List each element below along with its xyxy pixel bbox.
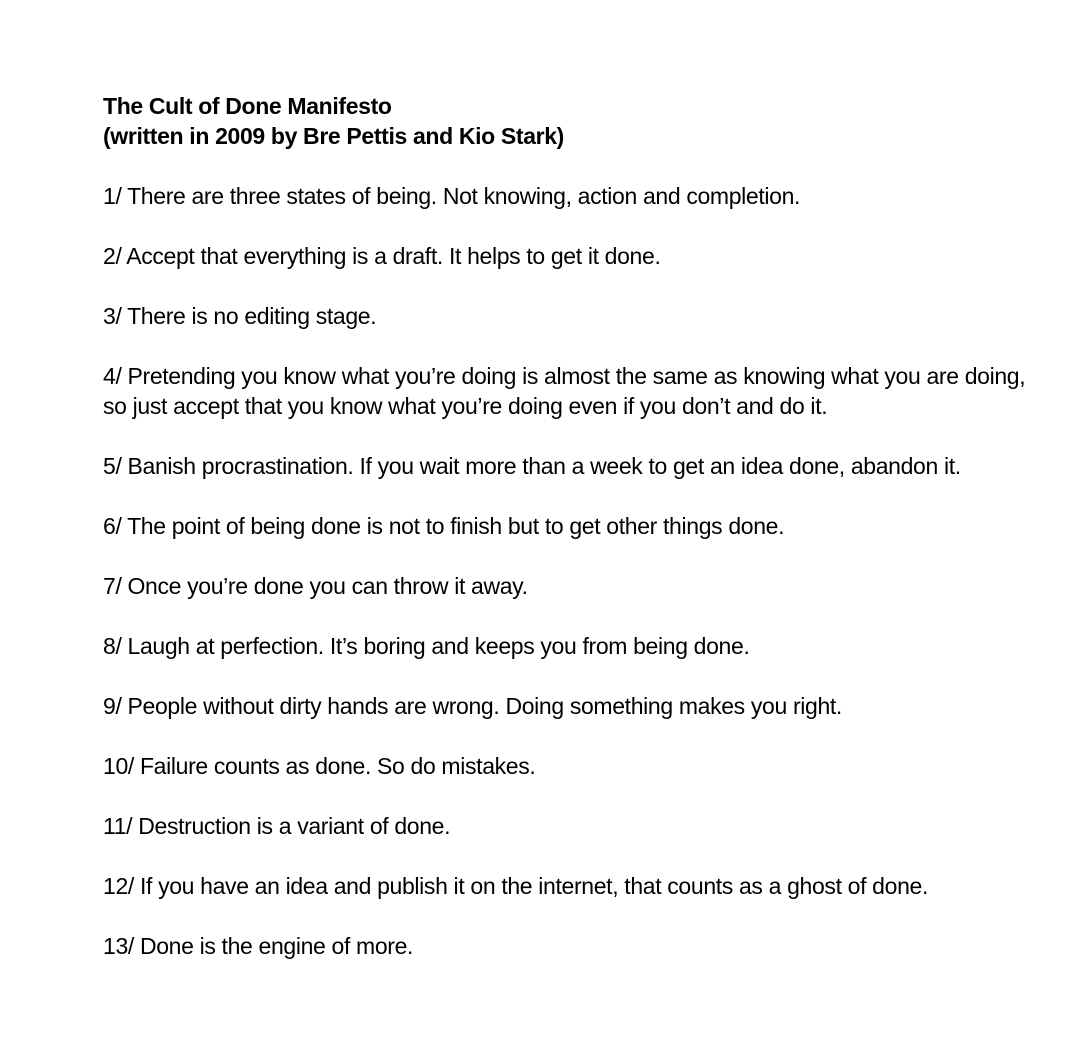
manifesto-item-6: 6/ The point of being done is not to finish but to get other things done. xyxy=(103,513,785,539)
manifesto-item-2: 2/ Accept that everything is a draft. It helps to get it done. xyxy=(103,243,661,269)
manifesto-item-11: 11/ Destruction is a variant of done. xyxy=(103,813,451,839)
manifesto-item-1: 1/ There are three states of being. Not knowing, action and completion. xyxy=(103,183,801,209)
manifesto-item-5: 5/ Banish procrastination. If you wait more than a week to get an idea done, abandon it. xyxy=(103,453,961,479)
manifesto-item-7: 7/ Once you’re done you can throw it away. xyxy=(103,573,528,599)
manifesto-item-8: 8/ Laugh at perfection. It’s boring and keeps you from being done. xyxy=(103,633,750,659)
manifesto-item-13: 13/ Done is the engine of more. xyxy=(103,933,414,959)
manifesto-item-3: 3/ There is no editing stage. xyxy=(103,303,377,329)
document-subtitle: (written in 2009 by Bre Pettis and Kio Stark) xyxy=(103,123,564,149)
document-title: The Cult of Done Manifesto xyxy=(103,93,392,119)
manifesto-item-12: 12/ If you have an idea and publish it on the internet, that counts as a ghost of done. xyxy=(103,873,928,899)
manifesto-document xyxy=(103,91,1053,961)
manifesto-list xyxy=(103,181,1053,961)
manifesto-item-9: 9/ People without dirty hands are wrong. Doing something makes you right. xyxy=(103,693,842,719)
manifesto-item-4: 4/ Pretending you know what you’re doing is almost the same as knowing what you are doing, so just accept that you know what you’re doing even if you don’t and do it. xyxy=(103,363,1026,419)
document-heading xyxy=(103,91,1053,151)
manifesto-item-10: 10/ Failure counts as done. So do mistakes. xyxy=(103,753,536,779)
